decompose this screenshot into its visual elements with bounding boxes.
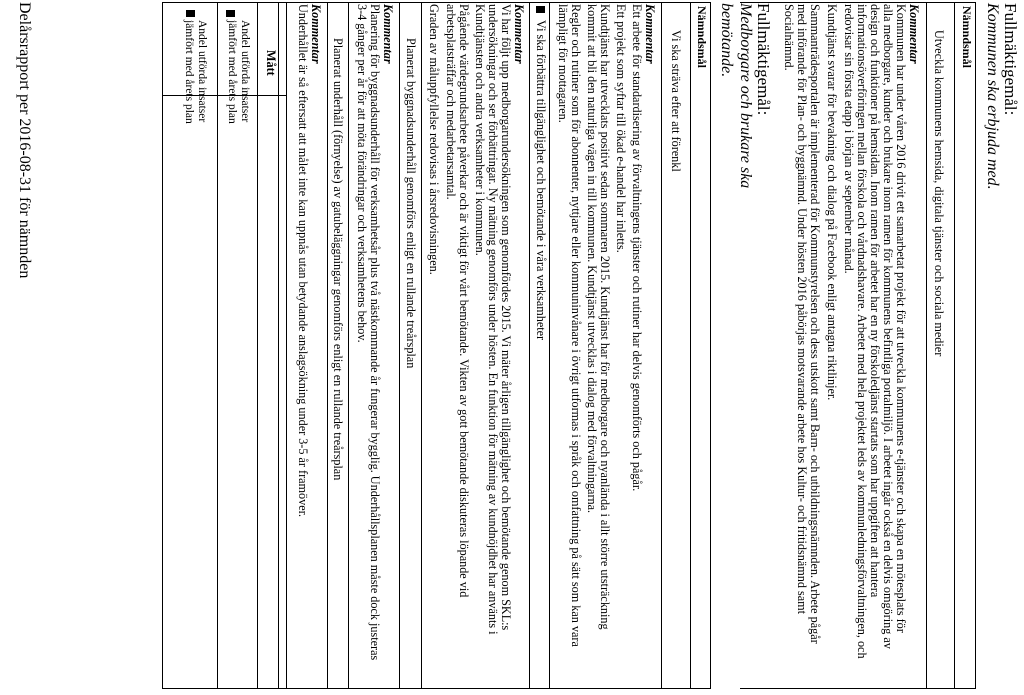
matt-top-rule: [286, 2, 287, 689]
measure1-line-1: Andel utförda insatser: [239, 20, 251, 123]
comment1-line-3: design och funktioner på hemsidan. Inom ramen för arbetet har en ny förskoledjänst startats som har uppgiften att hantera: [868, 4, 882, 598]
comment3-line-3: Kundtjänsten och andra verksamheter i kommunen.: [473, 4, 487, 256]
box2-bottom-rule: [162, 2, 163, 689]
comment1-line-8: med införande för Plan- och byggnämnd. Under hösten 2016 påbörjas motsvarande arbete hos Kultur- och fritidsnämnd samt: [795, 4, 809, 614]
matt-under-rule: [278, 2, 279, 689]
comment3-line-5: arbetsplatsträffar och medarbetarsamtal.: [444, 4, 458, 200]
comment3-line-1: Vi har följt upp medborgarundersökningen som genomfördes 2015. Vi mäter årligen tillgänglighet och bemötande genom SKL:s: [499, 4, 513, 631]
comment3-line-2: undersökningar och ser förbättringar. Ny mätning genomförs under hösten. En funktion för mätning av kundnöjdhet har använts i: [486, 4, 500, 635]
comment1-line-7: Sammanträdesportalen är implementerad för Kommunstyrelsen och dess utskott samt Barn- och utbildningsnämnden. Arbete pågår: [808, 4, 822, 644]
goal5-text: Planerat underhåll (förnyelse) av gatubeläggningar genomförs enligt en rullande treårsplan: [331, 38, 345, 481]
comment1-line-2: alla medborgare, kunder och brukare inom ramen för kommunens befintliga portalmiljö. I arbetet ingår också en delvis omgöring av: [881, 4, 895, 649]
comment4-line-1: Planering för byggnadsunderhåll för verksamhetsår plus två nästkommande år fungerar bygglig. Underhållsplanen måste dock justeras: [368, 4, 382, 661]
box2-header-rule: [690, 2, 691, 689]
box2-right-rule: [162, 688, 711, 689]
comment1-line-4: informationsöverföringen mellan förskola och vårdnadshavare. Arbetet med hela projektet leds av kommunledningsförvaltningen, och: [855, 4, 869, 659]
box2-goal-rule: [661, 2, 662, 689]
nm2-label: Nämndsmål: [695, 6, 709, 69]
fm2-label: Fullmäktigemål:: [754, 3, 773, 116]
comment4-label: Kommentar: [381, 4, 395, 64]
goal3-bullet-icon: [536, 6, 545, 13]
box1-goal-rule: [926, 2, 927, 689]
box1-top-rule: [975, 2, 976, 689]
measure2-bullet-icon: [186, 10, 195, 17]
goal5-bottom-rule: [327, 2, 328, 689]
comment2-line-5: Regler och rutiner som för abonnenter, nyttjare eller kommuninvånare i övrigt utformas i språk och omfattning på sätt som kan vara: [569, 4, 583, 647]
comment2-line-1: Ett arbete för standardisering av förvaltningens tjänster och rutiner har delvis genomförts och pågår.: [630, 4, 644, 492]
goal3-bottom-rule: [529, 2, 530, 689]
goal5-top-rule: [348, 2, 349, 689]
page-footer: Delårsrapport per 2016-08-31 för nämnden: [16, 2, 33, 279]
comment3-line-6: Graden av måluppfyllelse redovisas i årsredovisningen.: [427, 4, 441, 275]
measure2-line-2: jämfört med årets plan: [183, 20, 195, 124]
measure2-line-1: Andel utförda insatser: [196, 20, 208, 123]
comment4-line-2: 3-4 gånger per år för att möta förändringar och verksamhetens behov.: [355, 4, 369, 343]
comment2-label: Kommentar: [643, 4, 657, 64]
goal3-top-rule: [549, 2, 550, 689]
comment3-line-4: Pågående värdegrundsarbete påverkar och är viktigt för vårt bemötande. Vikten av gott bemötande diskuteras löpande vid: [457, 4, 471, 598]
comment2-line-3: Kundtjänst har utvecklats positivt sedan sommaren 2015. Kundtjänst har för medborgare och nyanlända i allt större utsträckning: [598, 4, 612, 630]
measure1-rule: [217, 2, 218, 689]
box1-right-rule: [740, 688, 976, 689]
box2-top-rule: [710, 2, 711, 689]
comment1-line-6: Kundtjänst svarar för bevakning och dialog på Facebook enligt antagna riktlinjer.: [825, 4, 839, 401]
fm2-title-2: bemötande.: [718, 3, 735, 78]
box1-header-rule: [954, 2, 955, 689]
comment1-line-5: redovisar sin första etapp i början av september månad.: [842, 4, 856, 274]
box2-left-rule: [162, 2, 711, 3]
matt-header-rule: [257, 2, 258, 689]
goal2-text: Vi ska sträva efter att förenkl: [669, 30, 683, 172]
fm1-label: Fullmäktigemål:: [1001, 3, 1020, 116]
comment1-label: Kommentar: [907, 4, 921, 64]
goal3-text: Vi ska förbättra tillgänglighet och bemötande i våra verksamheter: [534, 20, 548, 341]
goal4-bottom-rule: [399, 2, 400, 689]
measure1-bullet-icon: [226, 10, 235, 17]
comment2-line-4: kommit att bli den naturliga vägen in till kommunen. Kundtjänst utvecklas i dialog med förvaltningarna.: [585, 4, 599, 514]
fm2-title-1: Medborgare och brukare ska: [737, 3, 754, 189]
box1-left-rule: [740, 2, 976, 3]
goal1-text: Utveckla kommunens hemsida, digitala tjänster och sociala medier: [932, 30, 946, 357]
comment1-line-9: Socialnämnd.: [782, 4, 796, 71]
matt-header: Mått: [264, 50, 278, 76]
fm1-title: Kommunen ska erbjuda med.: [984, 3, 1001, 190]
measure1-line-2: jämfört med årets plan: [226, 20, 238, 124]
comment1-line-1: Kommunen har under våren 2016 drivit ett samarbetat projekt för att utveckla kommunens e-tjänster och skapa en mötesplats för: [894, 4, 908, 633]
goal4-text: Planerat byggnadsunderhåll genomförs enligt en rullande treårsplan: [404, 38, 418, 369]
comment2-line-6: lämpligt för mottagaren.: [556, 4, 570, 123]
comment3-label: Kommentar: [512, 4, 526, 64]
comment5-line-1: Underhållet är så eftersatt att målet inte kan uppnås utan betydande anslagsökning under 3-5 år framöver.: [296, 4, 310, 518]
comment5-label: Kommentar: [309, 4, 323, 64]
comment2-line-2: Ett projekt som syftar till ökad e-handel har inletts.: [614, 4, 628, 253]
goal4-top-rule: [421, 2, 422, 689]
nm1-label: Nämndsmål: [960, 6, 974, 69]
